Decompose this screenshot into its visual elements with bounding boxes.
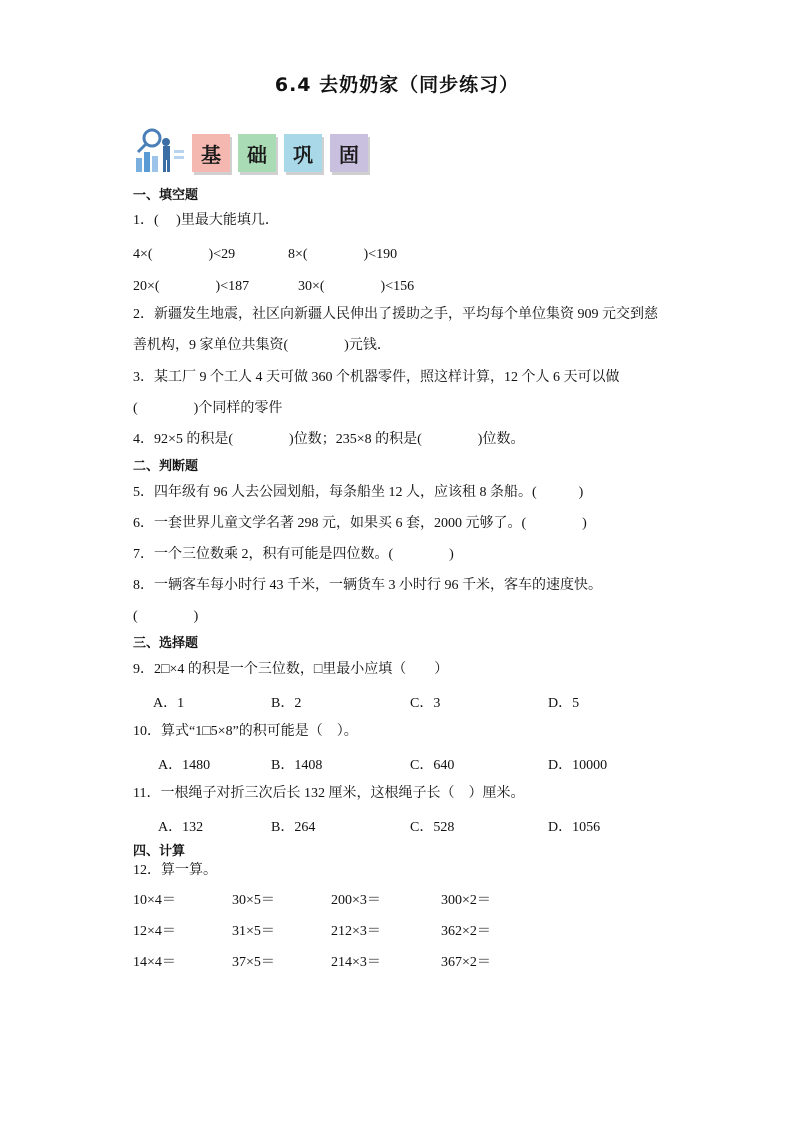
calc-item: 30×5＝: [232, 893, 275, 908]
question-12-stem: 12．算一算。: [133, 863, 217, 878]
question-8-line: ( ): [133, 609, 199, 624]
question-11-stem: 11．一根绳子对折三次后长 132 厘米，这根绳子长（ ）厘米。: [133, 786, 525, 801]
banner-tile-1: 基: [192, 134, 230, 172]
banner-tile-4: 固: [330, 134, 368, 172]
magnifier-figure-icon: [130, 128, 186, 174]
option-d: D．5: [548, 696, 580, 711]
calc-item: 212×3＝: [331, 924, 381, 939]
option-d: D．1056: [548, 820, 601, 835]
question-1-stem: 1．( )里最大能填几．: [133, 213, 279, 228]
question-5: 5．四年级有 96 人去公园划船，每条船坐 12 人，应该租 8 条船。( ): [133, 485, 584, 500]
question-1-item: 20×( )<187: [133, 279, 250, 294]
section-heading-judge: 二、判断题: [133, 459, 199, 474]
calc-item: 300×2＝: [441, 893, 491, 908]
calc-item: 14×4＝: [133, 955, 176, 970]
question-1-item: 8×( )<190: [288, 247, 398, 262]
option-a: A．132: [158, 820, 204, 835]
question-2-line: 2．新疆发生地震，社区向新疆人民伸出了援助之手，平均每个单位集资 909 元交到慈: [133, 307, 658, 322]
calc-item: 367×2＝: [441, 955, 491, 970]
question-7: 7．一个三位数乘 2，积有可能是四位数。( ): [133, 547, 454, 562]
banner-tile-3: 巩: [284, 134, 322, 172]
banner-tile-2: 础: [238, 134, 276, 172]
calc-item: 200×3＝: [331, 893, 381, 908]
question-10-stem: 10．算式“1□5×8”的积可能是（ ）。: [133, 724, 358, 739]
calc-item: 10×4＝: [133, 893, 176, 908]
question-3-line: 3．某工厂 9 个工人 4 天可做 360 个机器零件，照这样计算，12 个人 6 天可以做: [133, 370, 620, 385]
option-d: D．10000: [548, 758, 608, 773]
section-banner: [130, 128, 370, 174]
question-9-stem: 9．2□×4 的积是一个三位数，□里最小应填（ ）: [133, 662, 449, 677]
calc-item: 31×5＝: [232, 924, 275, 939]
calc-item: 362×2＝: [441, 924, 491, 939]
question-8-line: 8．一辆客车每小时行 43 千米，一辆货车 3 小时行 96 千米，客车的速度快。: [133, 578, 602, 593]
option-c: C．3: [410, 696, 441, 711]
calc-item: 214×3＝: [331, 955, 381, 970]
question-3-line: ( )个同样的零件: [133, 401, 283, 416]
question-1-item: 4×( )<29: [133, 247, 236, 262]
calc-item: 37×5＝: [232, 955, 275, 970]
calc-item: 12×4＝: [133, 924, 176, 939]
option-b: B．264: [271, 820, 316, 835]
section-heading-calc: 四、计算: [133, 844, 186, 859]
question-6: 6．一套世界儿童文学名著 298 元，如果买 6 套，2000 元够了。( ): [133, 516, 587, 531]
option-c: C．640: [410, 758, 455, 773]
section-heading-choice: 三、选择题: [133, 636, 199, 651]
page-title: 6.4 去奶奶家（同步练习）: [274, 74, 520, 96]
option-a: A．1480: [158, 758, 211, 773]
option-a: A．1: [153, 696, 185, 711]
question-1-item: 30×( )<156: [298, 279, 415, 294]
option-c: C．528: [410, 820, 455, 835]
option-b: B．1408: [271, 758, 323, 773]
question-4: 4．92×5 的积是( )位数；235×8 的积是( )位数。: [133, 432, 525, 447]
question-2-line: 善机构，9 家单位共集资( )元钱．: [133, 338, 391, 353]
section-heading-fill: 一、填空题: [133, 188, 199, 203]
option-b: B．2: [271, 696, 302, 711]
